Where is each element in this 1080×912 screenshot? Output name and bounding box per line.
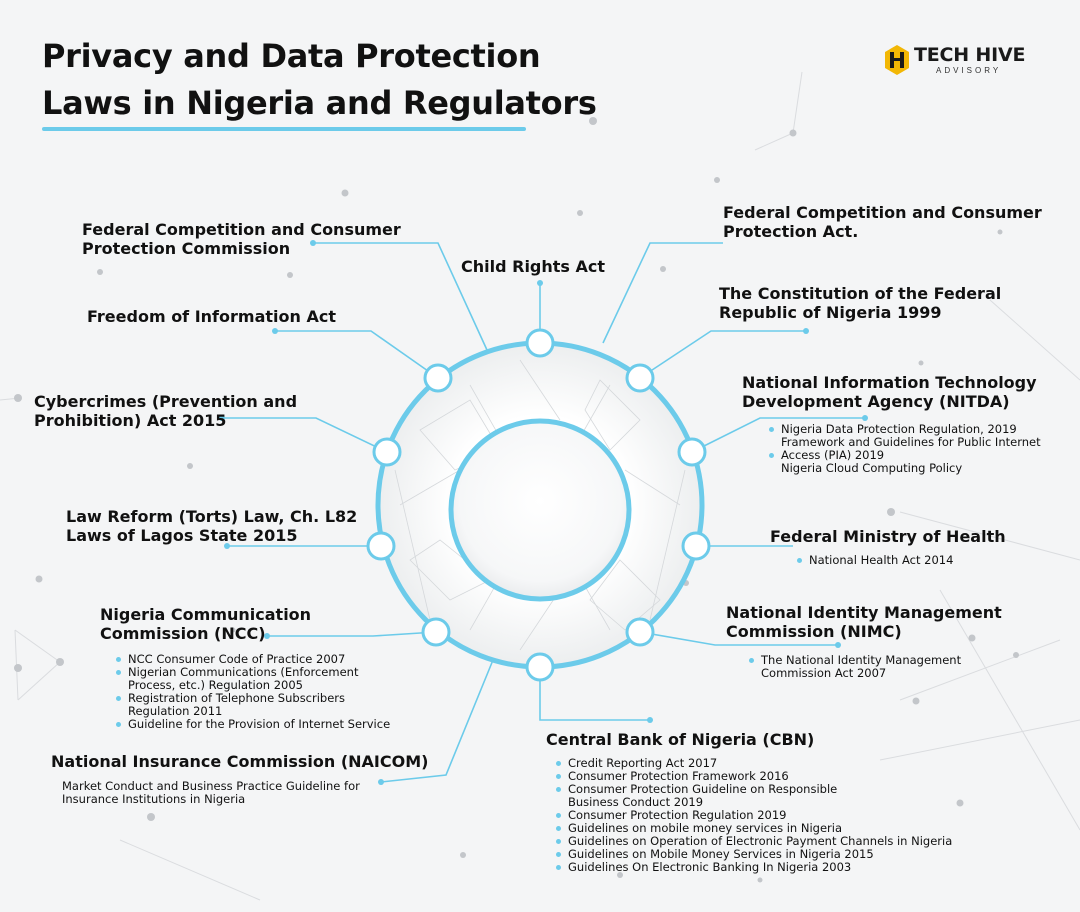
title-line-2: Laws in Nigeria and Regulators xyxy=(42,84,597,122)
list-item: Guideline for the Provision of Internet Service xyxy=(115,718,390,731)
list-item: Consumer Protection Framework 2016 xyxy=(555,770,952,783)
node-nitda: National Information Technology Development Agency (NITDA) xyxy=(742,373,1037,411)
title-underline xyxy=(42,127,526,131)
node-ncc: Nigeria Communication Commission (NCC) xyxy=(100,605,312,643)
node-constitution: The Constitution of the Federal Republic of Nigeria 1999 xyxy=(719,284,1002,322)
list-item: Business Conduct 2019 xyxy=(568,795,704,809)
list-item: Process, etc.) Regulation 2005 xyxy=(128,678,303,692)
list-item: Nigerian Communications (Enforcement xyxy=(115,666,390,679)
list-item: Framework and Guidelines for Public Internet xyxy=(781,435,1041,449)
page-title xyxy=(42,33,597,127)
logo-subtitle: ADVISORY xyxy=(936,66,1002,75)
logo-name: TECH HIVE xyxy=(914,44,1026,66)
cbn-items xyxy=(555,757,952,874)
nitda-items xyxy=(768,423,1041,475)
list-item: Credit Reporting Act 2017 xyxy=(555,757,952,770)
list-item: NCC Consumer Code of Practice 2007 xyxy=(115,653,390,666)
node-fcc-act: Federal Competition and Consumer Protection Act. xyxy=(723,203,1042,241)
node-nimc: National Identity Management Commission (NIMC) xyxy=(726,603,1002,641)
list-item: Guidelines On Electronic Banking In Nigeria 2003 xyxy=(555,861,952,874)
list-item: Commission Act 2007 xyxy=(761,666,887,680)
node-foi-act: Freedom of Information Act xyxy=(87,307,336,326)
health-items xyxy=(796,554,953,567)
list-item: Guidelines on Mobile Money Services in Nigeria 2015 xyxy=(555,848,952,861)
list-item: Guidelines on Operation of Electronic Payment Channels in Nigeria xyxy=(555,835,952,848)
nimc-items xyxy=(748,654,961,680)
node-naicom: National Insurance Commission (NAICOM) xyxy=(51,752,429,771)
naicom-items xyxy=(62,780,360,806)
list-item: Regulation 2011 xyxy=(128,704,223,718)
list-item: Nigeria Cloud Computing Policy xyxy=(781,461,963,475)
list-item: National Health Act 2014 xyxy=(796,554,953,567)
list-item: Consumer Protection Regulation 2019 xyxy=(555,809,952,822)
list-item: Market Conduct and Business Practice Guideline for xyxy=(62,779,360,793)
list-item: Access (PIA) 2019 xyxy=(768,449,1041,462)
node-child-rights-act: Child Rights Act xyxy=(461,257,606,276)
ncc-items xyxy=(115,653,390,731)
tech-hive-logo xyxy=(884,44,1034,78)
inner-circle xyxy=(451,421,629,599)
list-item: Guidelines on mobile money services in Nigeria xyxy=(555,822,952,835)
list-item: Insurance Institutions in Nigeria xyxy=(62,792,246,806)
node-cybercrimes-act: Cybercrimes (Prevention and Prohibition) Act 2015 xyxy=(34,392,298,430)
hexagon-logo-icon xyxy=(884,44,910,76)
title-line-1: Privacy and Data Protection xyxy=(42,37,541,75)
list-item: Registration of Telephone Subscribers xyxy=(115,692,390,705)
node-federal-ministry-health: Federal Ministry of Health xyxy=(770,527,1006,546)
list-item: The National Identity Management xyxy=(748,654,961,667)
list-item: Consumer Protection Guideline on Responsible xyxy=(555,783,952,796)
node-law-reform: Law Reform (Torts) Law, Ch. L82 Laws of Lagos State 2015 xyxy=(66,507,358,545)
node-cbn: Central Bank of Nigeria (CBN) xyxy=(546,730,815,749)
list-item: Nigeria Data Protection Regulation, 2019 xyxy=(768,423,1041,436)
node-fcc-commission: Federal Competition and Consumer Protection Commission xyxy=(82,220,401,258)
